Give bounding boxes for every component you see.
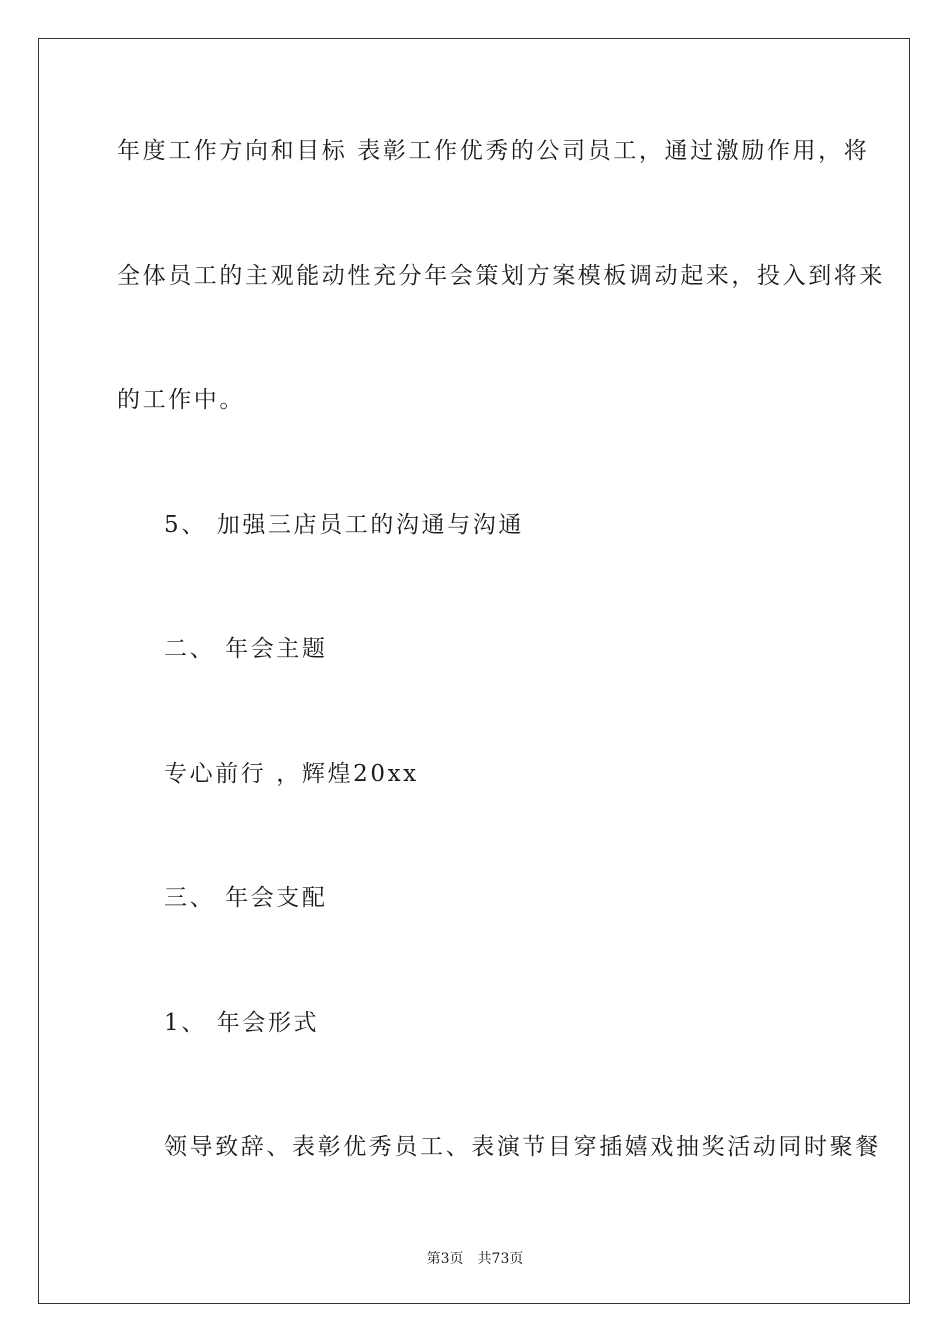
body-line-3: 的工作中。 bbox=[117, 387, 245, 413]
body-line-4: 5、 加强三店员工的沟通与沟通 bbox=[164, 512, 524, 538]
page-total: 共73页 bbox=[477, 1251, 524, 1267]
page-footer bbox=[0, 1248, 950, 1268]
body-line-format: 领导致辞、表彰优秀员工、表演节目穿插嬉戏抽奖活动同时聚餐 bbox=[164, 1134, 881, 1160]
section-heading-theme: 二、 年会主题 bbox=[164, 636, 328, 662]
page-border bbox=[38, 38, 910, 1304]
section-heading-arrangement: 三、 年会支配 bbox=[164, 885, 328, 911]
subsection-heading-format: 1、 年会形式 bbox=[164, 1010, 320, 1036]
body-line-2: 全体员工的主观能动性充分年会策划方案模板调动起来，投入到将来 bbox=[117, 263, 885, 289]
page-number: 第3页 bbox=[426, 1251, 464, 1267]
body-line-theme: 专心前行 ，辉煌20xx bbox=[164, 761, 419, 787]
body-line-1: 年度工作方向和目标 表彰工作优秀的公司员工，通过激励作用，将 bbox=[117, 138, 870, 164]
